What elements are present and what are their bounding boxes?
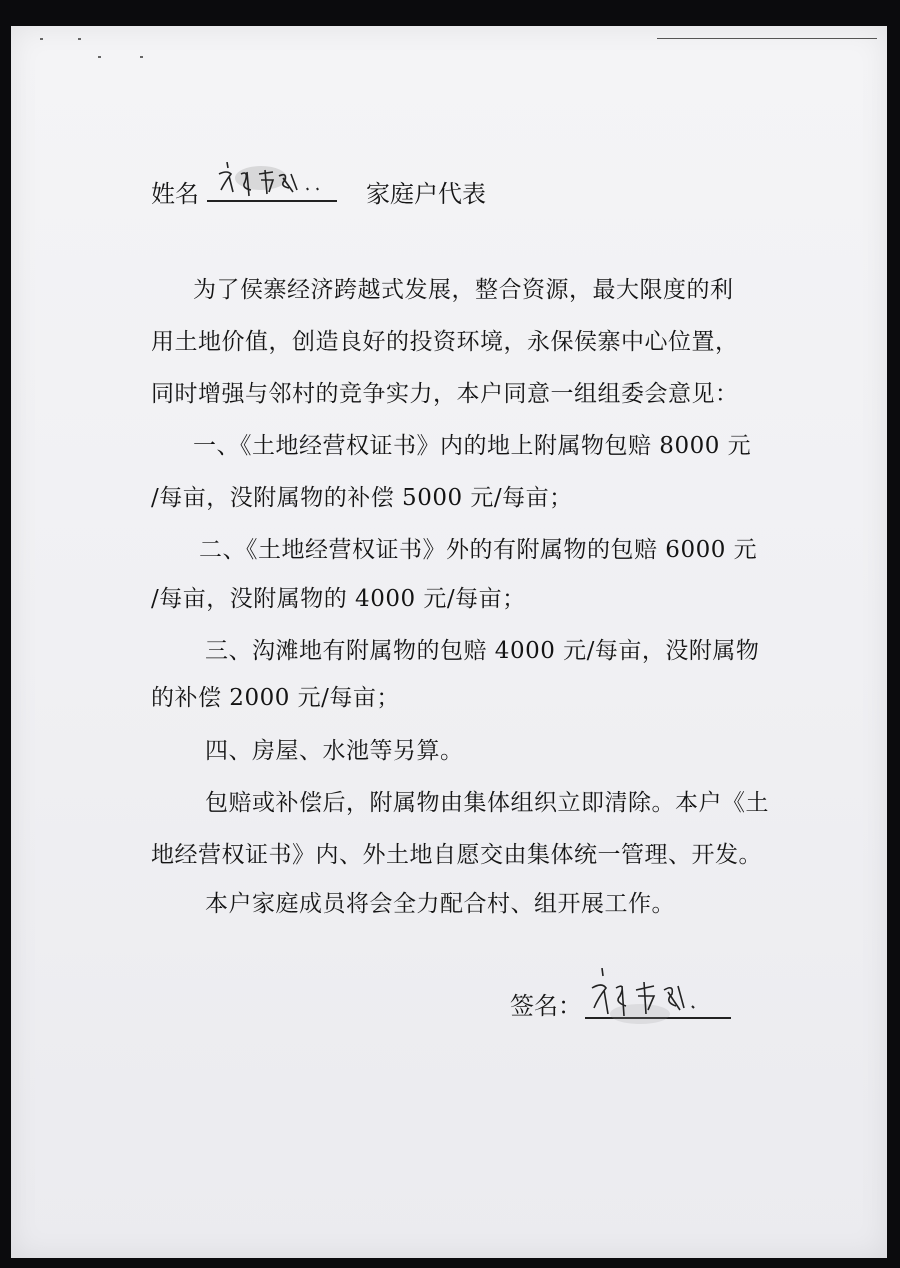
body-line: 的补偿 2000 元/每亩； [151, 685, 400, 711]
scan-speck [40, 38, 43, 40]
body-line: 三、沟滩地有附属物的包赔 4000 元/每亩，没附属物 [205, 638, 760, 664]
body-line: /每亩，没附属物的补偿 5000 元/每亩； [151, 485, 573, 511]
body-line: 地经营权证书》内、外土地自愿交由集体统一管理、开发。 [151, 842, 762, 868]
body-line: 二、《土地经营权证书》外的有附属物的包赔 6000 元 [199, 537, 758, 563]
scan-speck [78, 38, 81, 40]
signature-label: 签名： [510, 992, 582, 1020]
body-line: 包赔或补偿后，附属物由集体组织立即清除。本户《土 [205, 790, 769, 816]
body-line: 一、《土地经营权证书》内的地上附属物包赔 8000 元 [193, 433, 752, 459]
name-label: 姓名 [151, 180, 199, 208]
family-representative-label: 家庭户代表 [366, 180, 486, 208]
scan-speck [98, 56, 101, 58]
top-rule [657, 38, 877, 39]
body-line: 四、房屋、水池等另算。 [205, 738, 464, 764]
handwritten-signature [580, 968, 720, 1034]
body-line: 本户家庭成员将会全力配合村、组开展工作。 [205, 891, 675, 917]
body-line: 为了侯寨经济跨越式发展，整合资源，最大限度的利 [193, 277, 734, 303]
body-line: /每亩，没附属物的 4000 元/每亩； [151, 586, 526, 612]
scan-speck [140, 56, 143, 58]
name-handwritten-signature [213, 162, 333, 208]
body-line: 同时增强与邻村的竞争实力，本户同意一组组委会意见： [151, 381, 739, 407]
body-line: 用土地价值，创造良好的投资环境，永保侯寨中心位置， [151, 329, 739, 355]
